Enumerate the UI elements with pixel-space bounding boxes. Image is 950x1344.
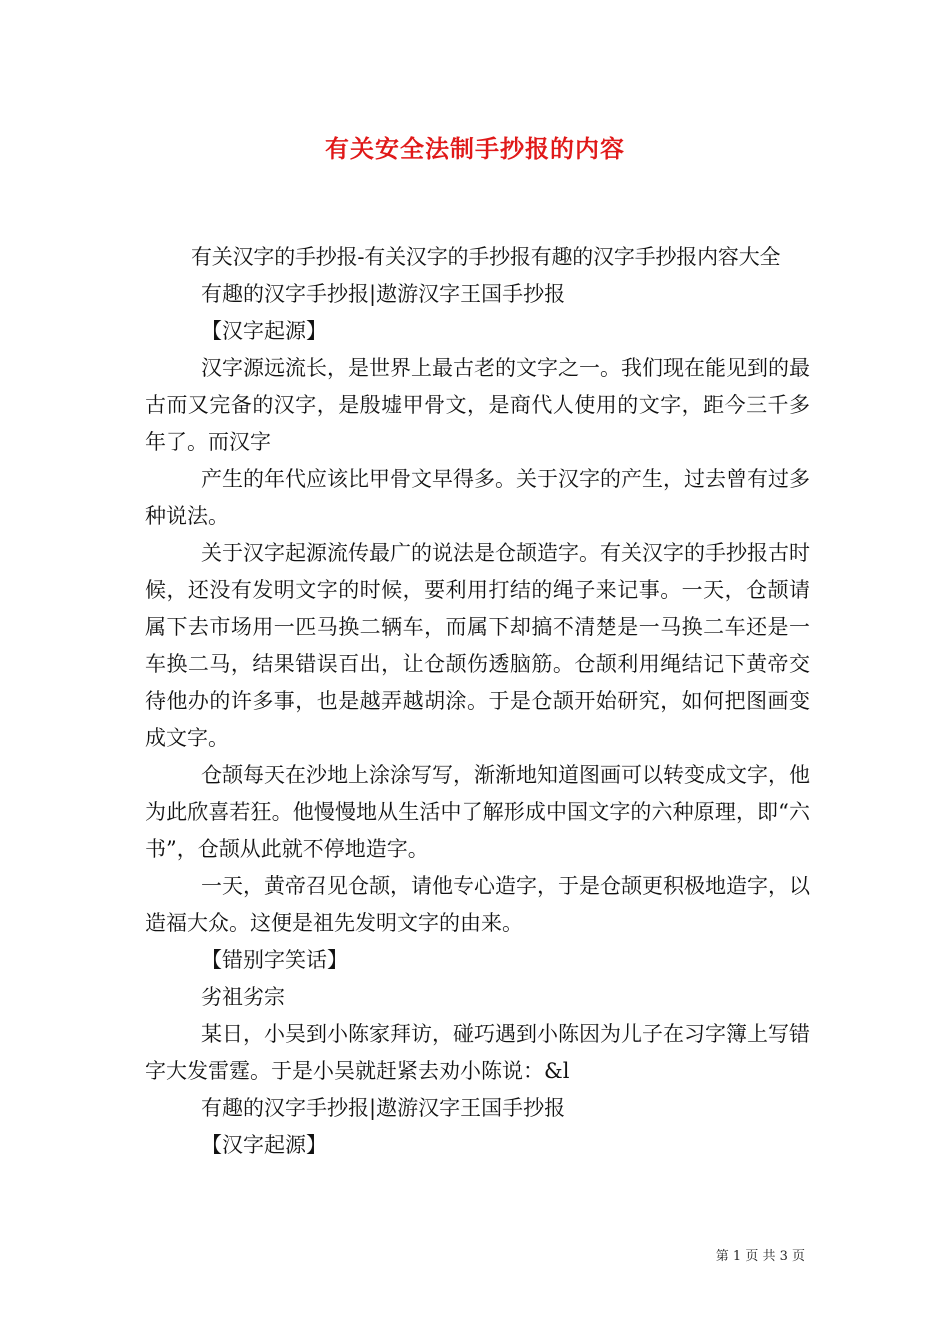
paragraph: 产生的年代应该比甲骨文早得多。关于汉字的产生，过去曾有过多种说法。 <box>145 467 810 528</box>
paragraph: 某日，小吴到小陈家拜访，碰巧遇到小陈因为儿子在习字簿上写错字大发雷霆。于是小吴就赶紧去劝小陈说：&l <box>145 1022 810 1083</box>
document-title: 有关安全法制手抄报的内容 <box>325 134 625 163</box>
document-body <box>145 239 810 1164</box>
paragraph: 关于汉字起源流传最广的说法是仓颉造字。有关汉字的手抄报古时候，还没有发明文字的时候，要利用打结的绳子来记事。一天，仓颉请属下去市场用一匹马换二辆车，而属下却搞不清楚是一马换二车还是一车换二马，结果错误百出，让仓颉伤透脑筋。仓颉利用绳结记下黄帝交待他办的许多事，也是越弄越胡涂。于是仓颉开始研究，如何把图画变成文字。 <box>145 541 810 750</box>
paragraph: 劣祖劣宗 <box>201 985 285 1009</box>
paragraph: 有关汉字的手抄报-有关汉字的手抄报有趣的汉字手抄报内容大全 <box>191 245 781 269</box>
paragraph: 一天，黄帝召见仓颉，请他专心造字，于是仓颉更积极地造字，以造福大众。这便是祖先发明文字的由来。 <box>145 874 810 935</box>
paragraph: 汉字源远流长，是世界上最古老的文字之一。我们现在能见到的最古而又完备的汉字，是殷墟甲骨文，是商代人使用的文字，距今三千多年了。而汉字 <box>145 356 810 454</box>
paragraph: 有趣的汉字手抄报|遨游汉字王国手抄报 <box>201 282 566 306</box>
paragraph: 仓颉每天在沙地上涂涂写写，渐渐地知道图画可以转变成文字，他为此欣喜若狂。他慢慢地从生活中了解形成中国文字的六种原理，即“六书”，仓颉从此就不停地造字。 <box>145 763 810 861</box>
section-heading: 【汉字起源】 <box>201 1133 327 1157</box>
section-heading: 【汉字起源】 <box>201 319 327 343</box>
paragraph: 有趣的汉字手抄报|遨游汉字王国手抄报 <box>201 1096 566 1120</box>
section-heading: 【错别字笑话】 <box>201 948 348 972</box>
page-number: 第 1 页 共 3 页 <box>715 1249 805 1264</box>
